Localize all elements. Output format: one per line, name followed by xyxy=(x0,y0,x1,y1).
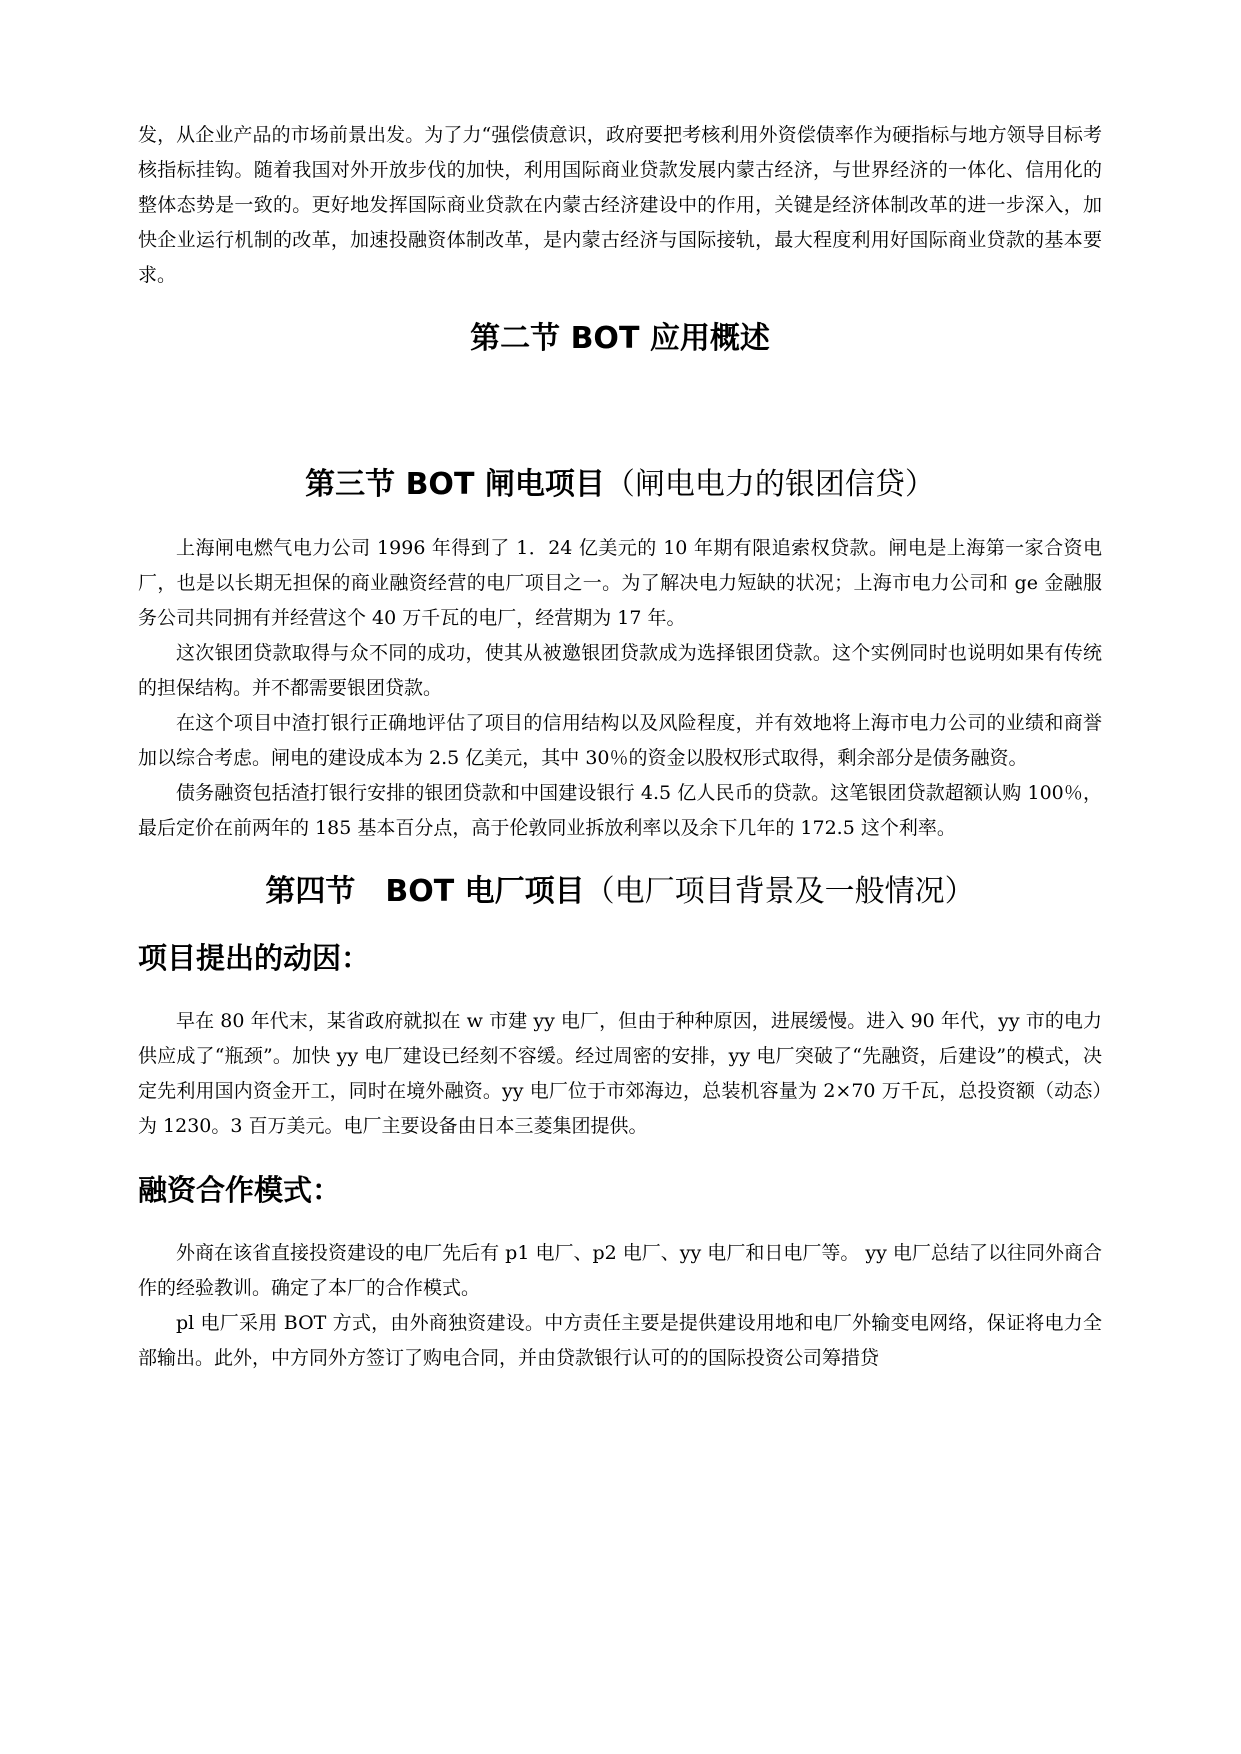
section3-paragraph-1: 上海闸电燃气电力公司 1996 年得到了 1．24 亿美元的 10 年期有限追索权贷款。闸电是上海第一家合资电厂，也是以长期无担保的商业融资经营的电厂项目之一。为了解决电力短缺的状况；上海市电力公司和 ge 金融服务公司共同拥有并经营这个 40 万千瓦的电厂，经营期为 17 年。 xyxy=(138,537,1102,629)
financing-model-heading: 融资合作模式： xyxy=(138,1173,342,1207)
section3-paragraph-2: 这次银团贷款取得与众不同的成功，使其从被邀银团贷款成为选择银团贷款。这个实例同时也说明如果有传统的担保结构。并不都需要银团贷款。 xyxy=(138,642,1102,699)
section3-paragraph-3: 在这个项目中渣打银行正确地评估了项目的信用结构以及风险程度，并有效地将上海市电力公司的业绩和商誉加以综合考虑。闸电的建设成本为 2.5 亿美元，其中 30％的资金以股权形式取得，剩余部分是债务融资。 xyxy=(138,712,1102,769)
intro-paragraph: 发，从企业产品的市场前景出发。为了力“强偿债意识，政府要把考核利用外资偿债率作为硬指标与地方领导目标考核指标挂钩。随着我国对外开放步伐的加快，利用国际商业贷款发展内蒙古经济，与世界经济的一体化、信用化的整体态势是一致的。更好地发挥国际商业贷款在内蒙古经济建设中的作用，关键是经济体制改革的进一步深入，加快企业运行机制的改革，加速投融资体制改革，是内蒙古经济与国际接轨，最大程度利用好国际商业贷款的基本要求。 xyxy=(138,124,1102,286)
section3-heading-main: 第三节 BOT 闸电项目 xyxy=(305,467,605,502)
section4-heading-main: 第四节 BOT 电厂项目 xyxy=(265,874,585,909)
section4-heading-sub: （电厂项目背景及一般情况） xyxy=(584,874,975,909)
section3-heading-sub: （闸电电力的银团信贷） xyxy=(604,467,935,502)
document-page xyxy=(138,118,1102,1376)
section4-heading xyxy=(138,872,1102,912)
motivation-paragraph: 早在 80 年代末，某省政府就拟在 w 市建 yy 电厂，但由于种种原因，进展缓慢。进入 90 年代，yy 市的电力供应成了“瓶颈”。加快 yy 电厂建设已经刻不容缓。经过周密的安排，yy 电厂突破了“先融资，后建设”的模式，决定先利用国内资金开工，同时在境外融资。yy 电厂位于市郊海边，总装机容量为 2×70 万千瓦，总投资额（动态）为 1230。3 百万美元。电厂主要设备由日本三菱集团提供。 xyxy=(138,1010,1102,1137)
motivation-heading: 项目提出的动因： xyxy=(138,941,371,975)
financing-paragraph-2: pl 电厂采用 BOT 方式，由外商独资建设。中方责任主要是提供建设用地和电厂外输变电网络，保证将电力全部输出。此外，中方同外方签订了购电合同，并由贷款银行认可的的国际投资公司筹措贷 xyxy=(138,1312,1102,1369)
financing-paragraph-1: 外商在该省直接投资建设的电厂先后有 p1 电厂、p2 电厂、yy 电厂和日电厂等。 yy 电厂总结了以往同外商合作的经验教训。确定了本厂的合作模式。 xyxy=(138,1242,1102,1299)
section3-paragraph-4: 债务融资包括渣打银行安排的银团贷款和中国建设银行 4.5 亿人民币的贷款。这笔银团贷款超额认购 100％，最后定价在前两年的 185 基本百分点，高于伦敦同业拆放利率以及余下几年的 172.5 这个利率。 xyxy=(138,782,1102,839)
section2-heading: 第二节 BOT 应用概述 xyxy=(470,321,770,356)
section3-heading xyxy=(138,465,1102,505)
